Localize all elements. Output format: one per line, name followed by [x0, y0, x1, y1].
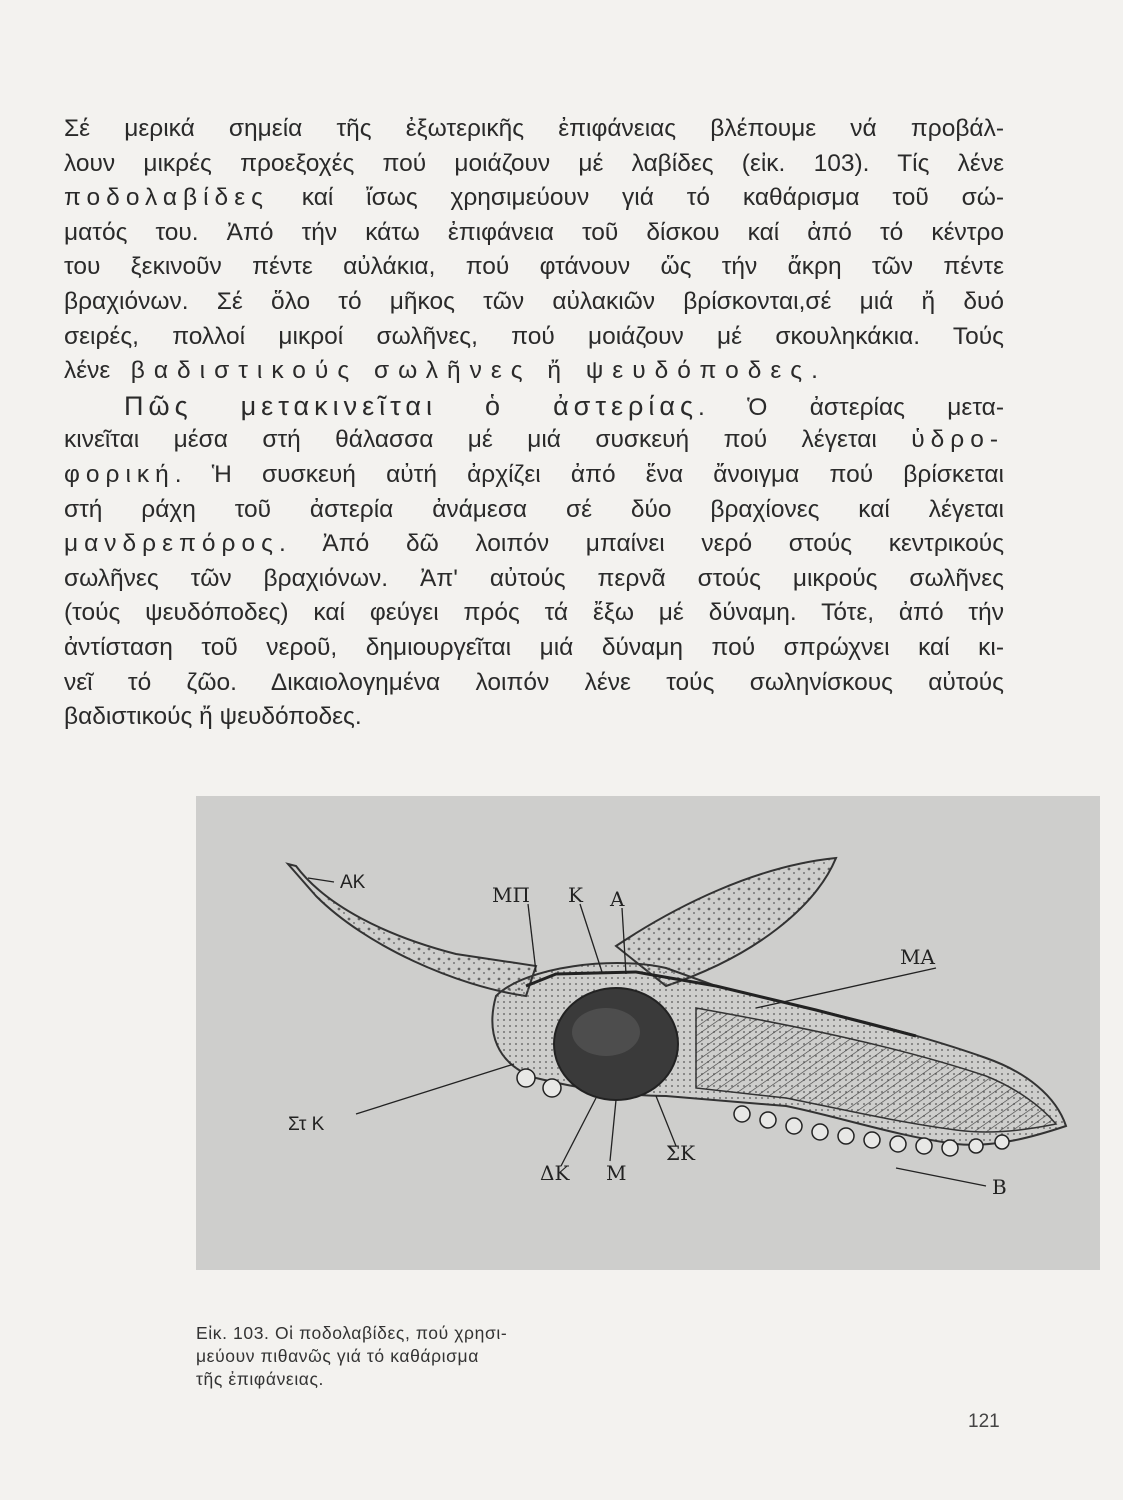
- label-b: Β: [992, 1175, 1007, 1199]
- text-line: λουν μικρές προεξοχές πού μοιάζουν μέ λαβίδες (εἰκ. 103). Τίς λένε: [64, 149, 1004, 177]
- label-dk: ΔΚ: [540, 1161, 570, 1185]
- starfish-illustration: [196, 796, 1100, 1270]
- text-line: ἀντίσταση τοῦ νεροῦ, δημιουργεῖται μιά δύναμη πού σπρώχνει καί κι-: [64, 633, 1004, 661]
- caption-line: μεύουν πιθανῶς γιά τό καθάρισμα: [196, 1346, 479, 1366]
- caption-line: τῆς ἐπιφάνειας.: [196, 1369, 325, 1389]
- label-k: Κ: [568, 883, 583, 907]
- body-text: [64, 112, 1004, 735]
- label-stk: Στ Κ: [288, 1114, 325, 1135]
- text-line: του ξεκινοῦν πέντε αὐλάκια, πού φτάνουν ὥς τήν ἄκρη τῶν πέντε: [64, 253, 1004, 281]
- label-ak: ΑΚ: [340, 872, 366, 893]
- text-line: βαδιστικούς ἤ ψευδόποδες.: [64, 703, 362, 731]
- text-line: στή ράχη τοῦ ἀστερία ἀνάμεσα σέ δύο βραχίονες καί λέγεται: [64, 495, 1004, 523]
- label-ma: ΜΑ: [900, 945, 935, 969]
- text-line: κινεῖται μέσα στή θάλασσα μέ μιά συσκευή πού λέγεται ὑδρο-: [64, 426, 1005, 454]
- term-mandreporos: μανδρεπόρος: [64, 530, 279, 558]
- text-line: βραχιόνων. Σέ ὅλο τό μῆκος τῶν αὐλακιῶν βρίσκονται,σέ μιά ἤ δυό: [64, 287, 1004, 315]
- term-podolavides: ποδολαβίδες: [64, 184, 269, 212]
- label-a: Α: [610, 887, 625, 911]
- label-mp: ΜΠ: [492, 883, 530, 907]
- text-line: Σέ μερικά σημεία τῆς ἐξωτερικῆς ἐπιφάνειας βλέπουμε νά προβάλ-: [64, 115, 1004, 142]
- caption-line: Εἰκ. 103. Οἱ ποδολαβίδες, πού χρησι-: [196, 1323, 508, 1343]
- section-heading: Πῶς μετακινεῖται ὁ ἀστερίας: [124, 390, 699, 421]
- text-line: σειρές, πολλοί μικροί σωλῆνες, πού μοιάζουν μέ σκουληκάκια. Τούς: [64, 322, 1004, 350]
- label-m: Μ: [606, 1161, 627, 1185]
- text-line: μανδρεπόρος. Ἀπό δῶ λοιπόν μπαίνει νερό στούς κεντρικούς: [64, 530, 1004, 558]
- text-line: σωλῆνες τῶν βραχιόνων. Ἀπ' αὐτούς περνᾶ στούς μικρούς σωλῆνες: [64, 564, 1004, 592]
- text-line: ματός του. Ἀπό τήν κάτω ἐπιφάνεια τοῦ δίσκου καί ἀπό τό κέντρο: [64, 218, 1004, 246]
- text-line: φορική. Ἡ συσκευή αὐτή ἀρχίζει ἀπό ἕνα ἄνοιγμα πού βρίσκεται: [64, 460, 1004, 488]
- label-sk: ΣΚ: [666, 1141, 696, 1165]
- text-line: (τούς ψευδόποδες) καί φεύγει πρός τά ἔξω μέ δύναμη. Τότε, ἀπό τήν: [64, 599, 1004, 627]
- term-ydroforiki: ὑδρο-: [911, 426, 1005, 454]
- page-number: 121: [968, 1411, 1000, 1432]
- figure-caption: [196, 1322, 616, 1391]
- text-line: ποδολαβίδες καί ἴσως χρησιμεύουν γιά τό καθάρισμα τοῦ σώ-: [64, 184, 1005, 212]
- starfish-cross-section-figure: [196, 796, 1100, 1270]
- text-line: Πῶς μετακινεῖται ὁ ἀστερίας. Ὁ ἀστερίας μετα-: [124, 390, 1004, 421]
- text-line: νεῖ τό ζῶο. Δικαιολογημένα λοιπόν λένε τούς σωληνίσκους αὐτούς: [64, 668, 1004, 696]
- term-vadistikoi: βαδιστικούς σωλῆνες ἤ ψευδόποδες.: [130, 357, 827, 385]
- text-line: λένε βαδιστικούς σωλῆνες ἤ ψευδόποδες.: [64, 357, 827, 385]
